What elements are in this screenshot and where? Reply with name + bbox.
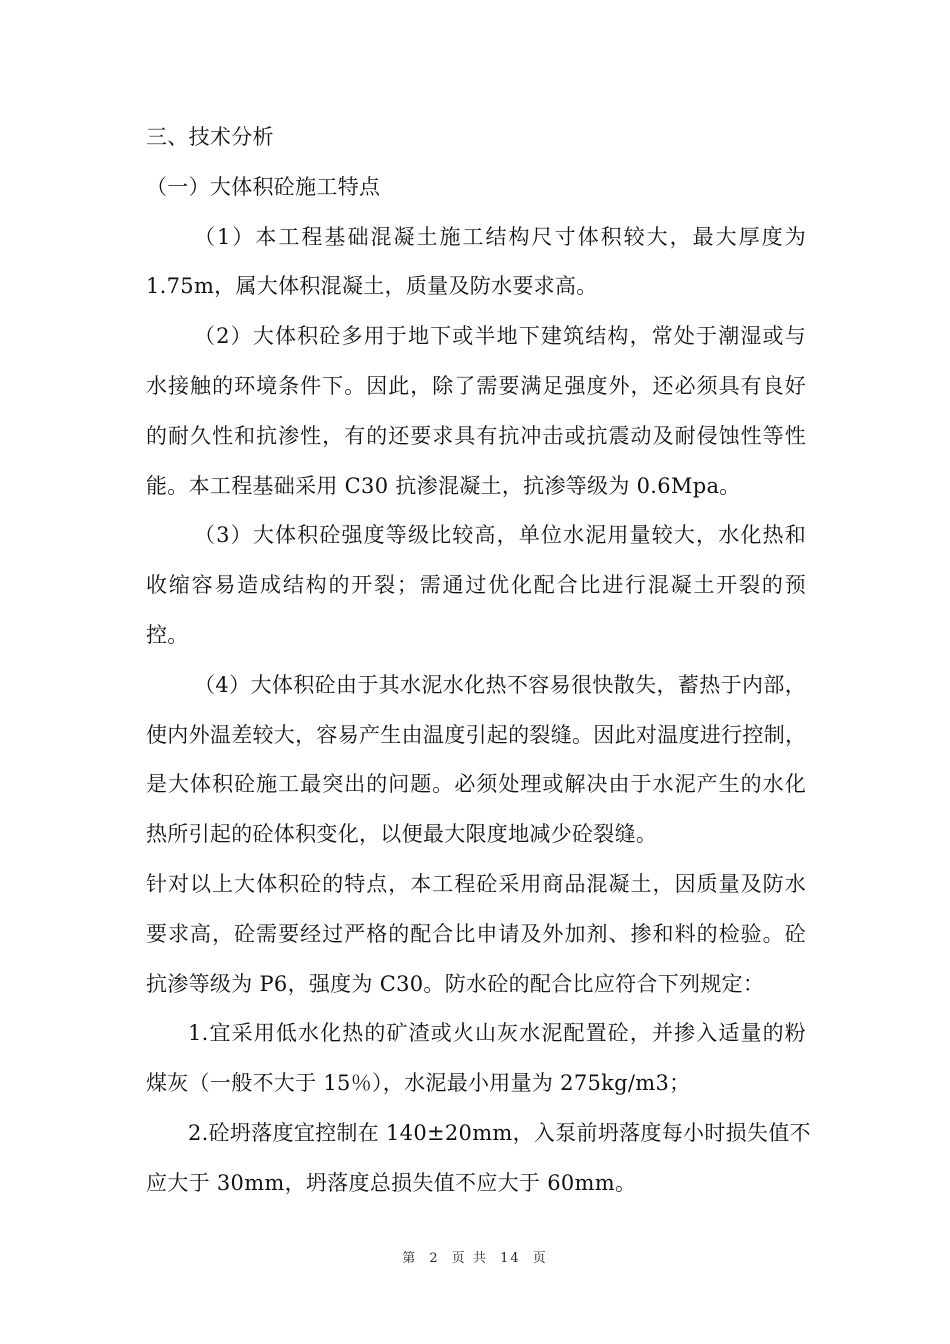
paragraph-line: 2.砼坍落度宜控制在 140±20mm，入泵前坍落度每小时损失值不 <box>188 1120 811 1145</box>
paragraph-line: 热所引起的砼体积变化，以便最大限度地减少砼裂缝。 <box>146 822 658 847</box>
paragraph-line: （3）大体积砼强度等级比较高，单位水泥用量较大，水化热和 <box>194 523 806 548</box>
document-body <box>146 113 811 1209</box>
paragraph-5 <box>146 860 806 1009</box>
paragraph-2 <box>146 312 806 511</box>
paragraph-line: 要求高，砼需要经过严格的配合比申请及外加剂、掺和料的检验。砼 <box>146 921 806 946</box>
paragraph-line: （1）本工程基础混凝土施工结构尺寸体积较大，最大厚度为 <box>194 224 806 249</box>
paragraph-line: 煤灰（一般不大于 15％），水泥最小用量为 275kg/m3； <box>146 1071 691 1096</box>
page-footer <box>0 1247 950 1266</box>
paragraph-line: （2）大体积砼多用于地下或半地下建筑结构，常处于潮湿或与 <box>194 324 806 349</box>
paragraph-line: 抗渗等级为 P6，强度为 C30。防水砼的配合比应符合下列规定： <box>146 971 765 996</box>
paragraph-line: 控。 <box>146 622 189 647</box>
subsection-heading: （一）大体积砼施工特点 <box>146 174 381 199</box>
footer-total-pages: 14 <box>500 1251 521 1266</box>
rule-item-2 <box>146 1109 811 1209</box>
paragraph-line: 1.75m，属大体积混凝土，质量及防水要求高。 <box>146 274 598 299</box>
paragraph-line: 1.宜采用低水化热的矿渣或火山灰水泥配置砼，并掺入适量的粉 <box>188 1021 806 1046</box>
paragraph-4 <box>146 661 806 860</box>
paragraph-line: 是大体积砼施工最突出的问题。必须处理或解决由于水泥产生的水化 <box>146 772 806 797</box>
section-heading: 三、技术分析 <box>146 125 274 149</box>
paragraph-line: 收缩容易造成结构的开裂；需通过优化配合比进行混凝土开裂的预 <box>146 573 806 598</box>
paragraph-line: 针对以上大体积砼的特点，本工程砼采用商品混凝土，因质量及防水 <box>146 871 806 896</box>
paragraph-line: 应大于 30mm，坍落度总损失值不应大于 60mm。 <box>146 1170 637 1195</box>
paragraph-1 <box>146 213 806 313</box>
paragraph-line: 的耐久性和抗渗性，有的还要求具有抗冲击或抗震动及耐侵蚀性等性 <box>146 423 806 448</box>
footer-prefix: 第 <box>402 1251 418 1266</box>
paragraph-line: 水接触的环境条件下。因此，除了需要满足强度外，还必须具有良好 <box>146 373 806 398</box>
paragraph-line: 使内外温差较大，容易产生由温度引起的裂缝。因此对温度进行控制， <box>146 722 807 747</box>
footer-page-number: 2 <box>429 1251 440 1266</box>
paragraph-3 <box>146 511 806 660</box>
rule-item-1 <box>146 1009 806 1109</box>
footer-mid: 页 共 <box>451 1251 488 1266</box>
footer-suffix: 页 <box>532 1251 548 1266</box>
paragraph-line: 能。本工程基础采用 C30 抗渗混凝土，抗渗等级为 0.6Mpa。 <box>146 473 741 498</box>
paragraph-line: （4）大体积砼由于其水泥水化热不容易很快散失，蓄热于内部， <box>194 672 806 697</box>
